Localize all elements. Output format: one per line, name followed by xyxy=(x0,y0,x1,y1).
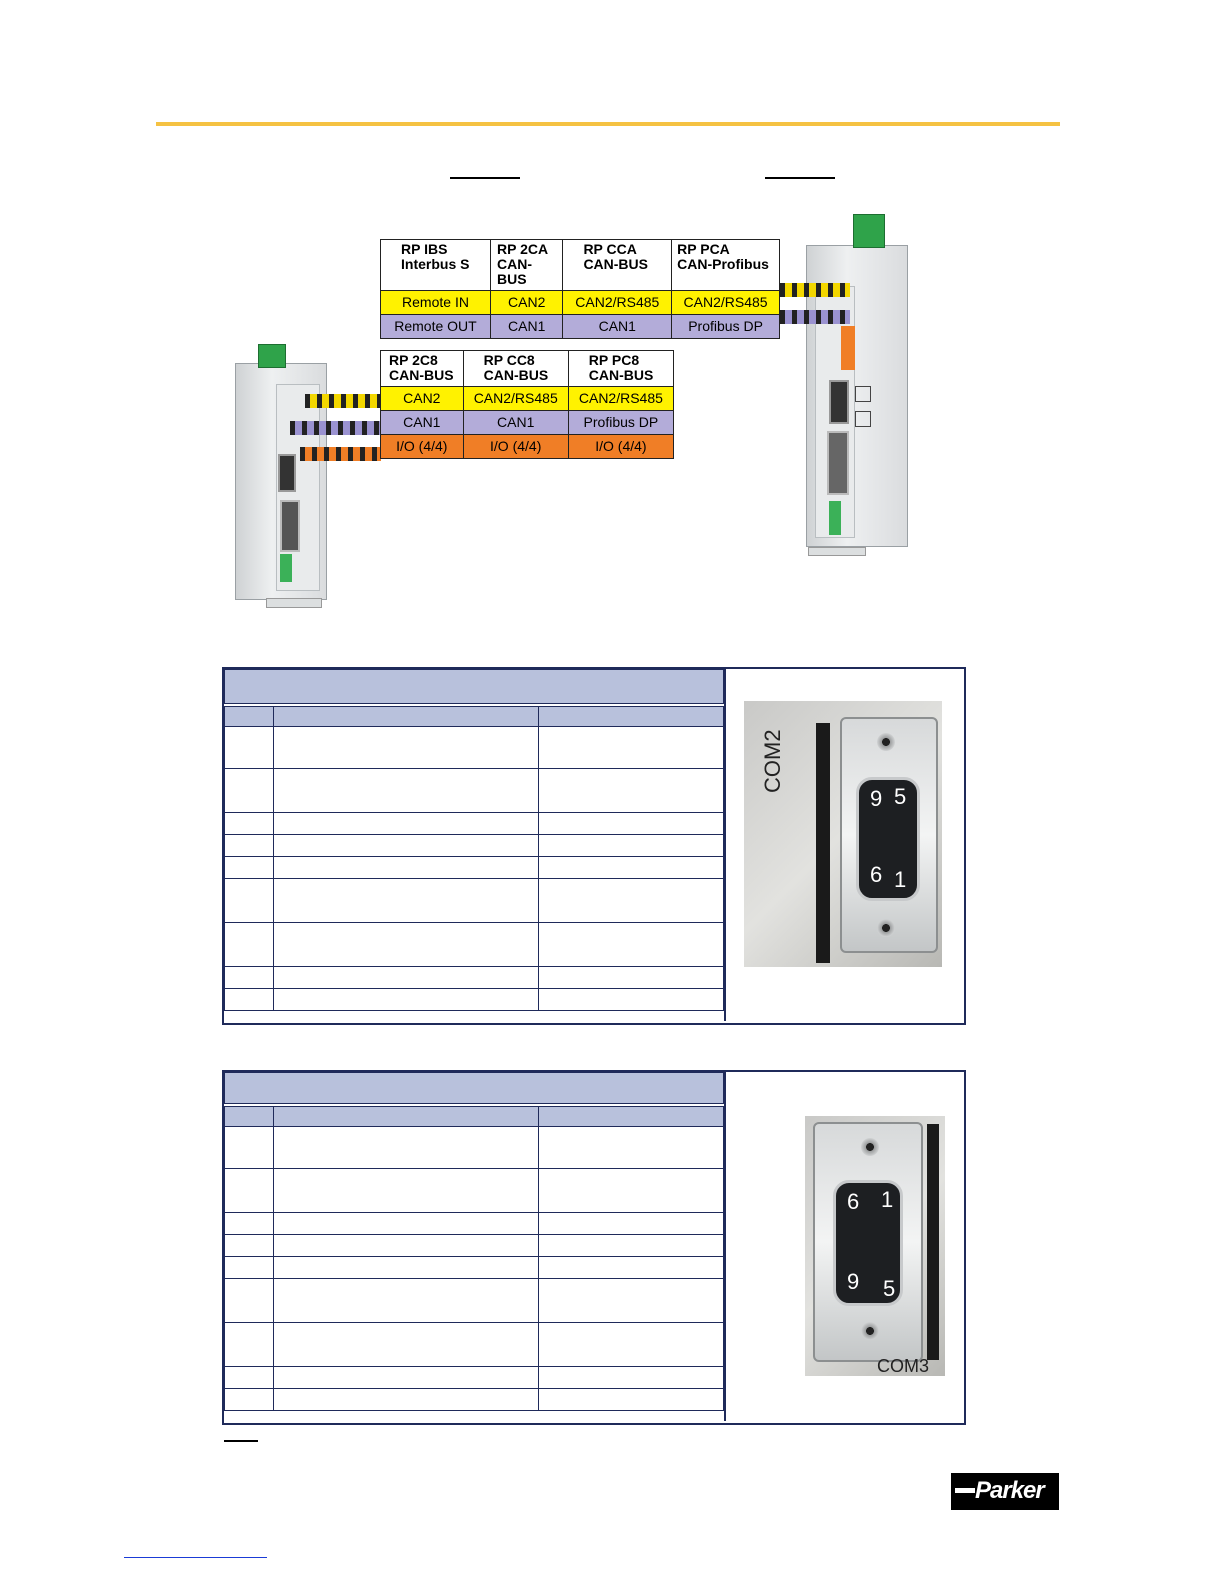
cable-can1-right xyxy=(780,310,850,324)
photo-edge xyxy=(816,723,830,963)
port-cell: I/O (4/4) xyxy=(568,435,673,459)
module-name: RP PCA xyxy=(677,241,730,257)
port-cell: CAN2 xyxy=(490,291,562,315)
port-cell: CAN1 xyxy=(563,315,672,339)
orange-connector-icon xyxy=(841,326,855,370)
table-row xyxy=(225,857,724,879)
terminal-green-icon xyxy=(280,554,292,582)
table-row xyxy=(225,1367,724,1389)
note-underline xyxy=(224,1440,258,1442)
table-row xyxy=(225,989,724,1011)
heading-underline-right xyxy=(765,177,835,179)
table-row xyxy=(225,879,724,923)
comm-module-table-lower xyxy=(380,350,674,459)
header-rule xyxy=(156,122,1060,126)
table-row xyxy=(225,835,724,857)
port-cell: CAN2/RS485 xyxy=(463,387,568,411)
module-bus: CAN-BUS xyxy=(389,367,454,383)
warning-icon xyxy=(855,411,871,427)
port-cell: CAN1 xyxy=(381,411,464,435)
table-row xyxy=(225,923,724,967)
port-cell: CAN2/RS485 xyxy=(568,387,673,411)
module-name: RP 2C8 xyxy=(389,352,438,368)
heading-underline-left xyxy=(450,177,520,179)
table-row xyxy=(225,1323,724,1367)
table-row xyxy=(225,1257,724,1279)
table-row xyxy=(225,1127,724,1169)
screw-icon xyxy=(861,1138,879,1156)
pin-number: 1 xyxy=(881,1187,894,1212)
port-cell: CAN2/RS485 xyxy=(672,291,780,315)
dsub-pin-field xyxy=(856,777,920,901)
screw-icon xyxy=(861,1322,879,1340)
pin-number: 5 xyxy=(883,1276,896,1301)
parker-logo xyxy=(951,1473,1059,1510)
com2-pinout-table xyxy=(224,669,724,1011)
dsub-connector-icon xyxy=(280,500,300,552)
port-cell: I/O (4/4) xyxy=(381,435,464,459)
com2-label: COM2 xyxy=(760,729,785,793)
table-row xyxy=(225,769,724,813)
table-row xyxy=(225,1389,724,1411)
pin-number: 6 xyxy=(870,862,883,887)
port-cell: CAN2 xyxy=(381,387,464,411)
table-row xyxy=(225,727,724,769)
terminal-green-icon xyxy=(258,344,286,368)
mount-foot xyxy=(266,598,322,608)
dsub-shell xyxy=(840,717,938,953)
divider xyxy=(724,669,726,1021)
terminal-green-icon xyxy=(853,214,885,248)
port-cell: Profibus DP xyxy=(672,315,780,339)
table-row xyxy=(225,1169,724,1213)
module-bus: Interbus S xyxy=(401,256,470,272)
table-row xyxy=(225,1235,724,1257)
terminal-green-icon xyxy=(829,501,841,535)
port-cell: Profibus DP xyxy=(568,411,673,435)
divider xyxy=(724,1072,726,1421)
module-name: RP PC8 xyxy=(588,352,640,368)
dsub-shell xyxy=(813,1122,923,1362)
module-bus: CAN-Profibus xyxy=(677,256,769,272)
footer-link-line[interactable] xyxy=(124,1557,267,1558)
module-name: RP IBS xyxy=(401,241,448,257)
pin-number: 6 xyxy=(847,1189,860,1214)
screw-icon xyxy=(877,733,895,751)
com3-label: COM3 xyxy=(877,1356,930,1376)
table-row xyxy=(225,1279,724,1323)
port-cell: Remote OUT xyxy=(381,315,491,339)
dsub-connector-icon xyxy=(829,380,849,424)
module-name: RP 2CA xyxy=(496,241,549,257)
port-cell: Remote IN xyxy=(381,291,491,315)
port-cell: I/O (4/4) xyxy=(463,435,568,459)
cable-can1-left xyxy=(290,421,381,435)
dsub-connector-icon xyxy=(827,431,849,495)
pin-number: 9 xyxy=(870,786,883,811)
pin-number: 1 xyxy=(894,867,907,892)
module-bus: CAN-BUS xyxy=(588,367,654,383)
pin-number: 5 xyxy=(894,784,907,809)
mount-foot xyxy=(808,547,866,556)
logo-text: Parker xyxy=(975,1477,1044,1504)
photo-edge xyxy=(927,1124,939,1360)
port-cell: CAN1 xyxy=(490,315,562,339)
port-cell: CAN2/RS485 xyxy=(563,291,672,315)
module-bus: CAN-BUS xyxy=(583,256,648,272)
com3-pinout-table xyxy=(224,1072,724,1411)
cable-can2-right xyxy=(780,283,850,297)
module-bus: CAN-BUS xyxy=(483,367,549,383)
dsub-connector-icon xyxy=(278,454,296,492)
module-name: RP CC8 xyxy=(483,352,535,368)
table-row xyxy=(225,967,724,989)
screw-icon xyxy=(877,919,895,937)
table-row xyxy=(225,813,724,835)
port-cell: CAN1 xyxy=(463,411,568,435)
comm-module-table-upper xyxy=(380,239,780,339)
module-name: RP CCA xyxy=(583,241,637,257)
module-bus: CAN-BUS xyxy=(496,256,532,287)
com3-connector-photo xyxy=(805,1116,945,1376)
pin-number: 9 xyxy=(847,1269,860,1294)
table-row xyxy=(225,1213,724,1235)
logo-dash xyxy=(955,1488,975,1493)
com2-connector-photo xyxy=(744,701,942,967)
cable-can2-left xyxy=(305,394,381,408)
cable-io-left xyxy=(300,447,381,461)
warning-icon xyxy=(855,386,871,402)
